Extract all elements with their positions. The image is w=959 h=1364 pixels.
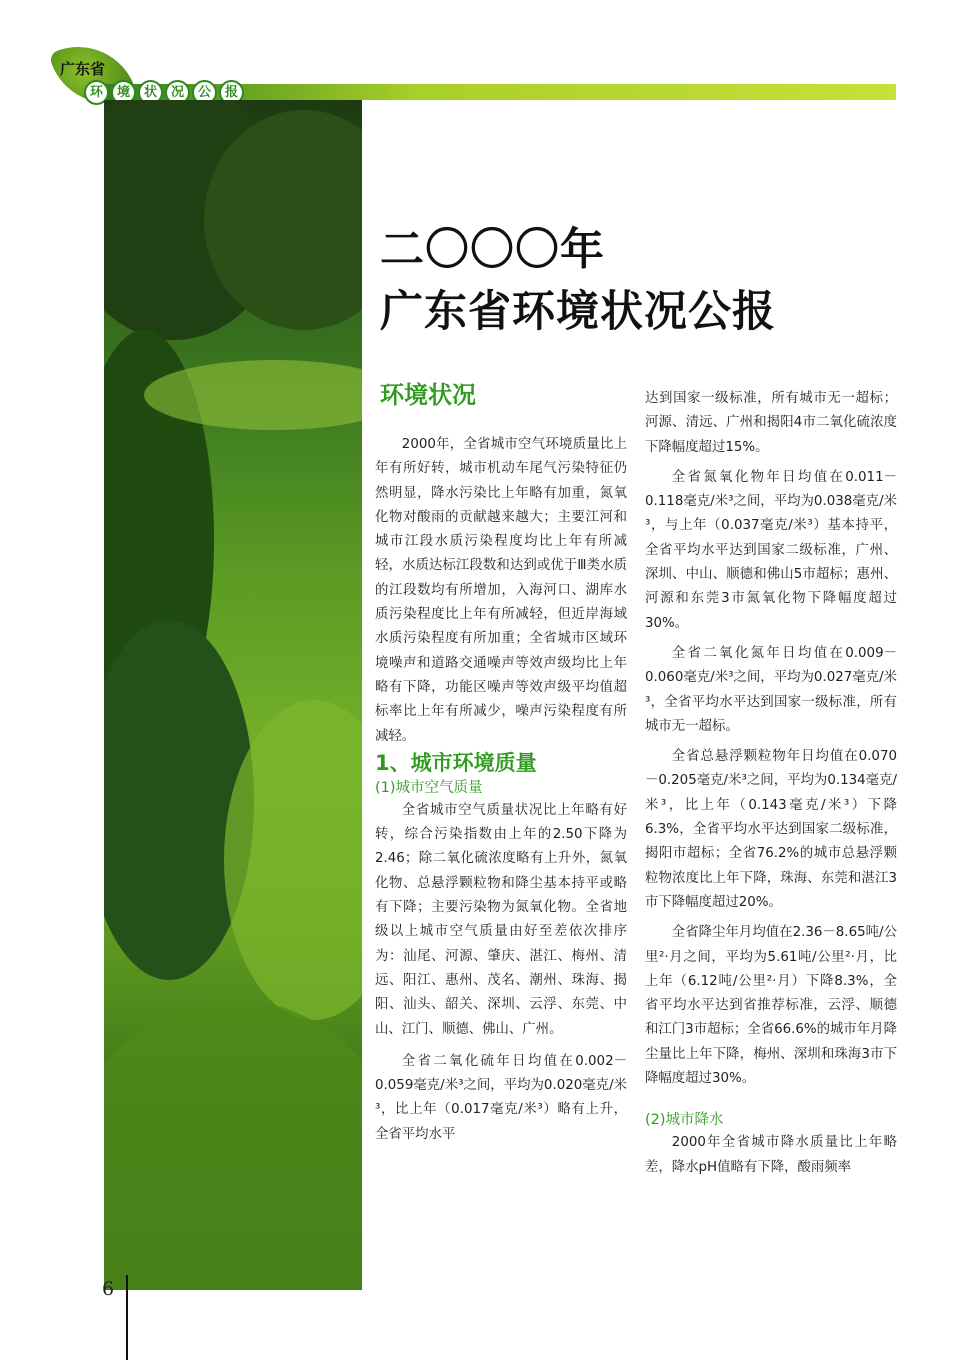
header-char: 境 [111,80,136,105]
air-quality-heading: (1)城市空气质量 [375,779,483,796]
header-char: 公 [192,80,217,105]
column-left [375,433,627,1147]
title-year: 二〇〇〇年 [380,224,605,275]
so2-paragraph: 全省二氧化硫年日均值在0.002－0.059毫克/米³之间，平均为0.020毫克/米³，比上年（0.017毫克/米³）略有上升，全省平均水平 [375,1053,627,1142]
section-heading: 环境状况 [380,381,476,409]
rain-heading: (2)城市降水 [645,1112,724,1129]
intro-paragraph: 2000年，全省城市空气环境质量比上年有所好转，城市机动车尾气污染特征仍然明显，降水污染比上年略有加重，氮氧化物对酸雨的贡献越来越大；主要江河和城市江段水质污染程度均比上年有所减轻，水质达标江段数和达到或优于Ⅲ类水质的江段数均有所增加，入海河口、湖库水质污染程度比上年有所减轻，但近岸海域水质污染程度有所加重；全省城市区域环境噪声和道路交通噪声等效声级均比上年略有下降，功能区噪声等效声级平均值超标率比上年有所减少，噪声污染程度有所减轻。 [375,437,627,744]
air-paragraph-1: 全省城市空气质量状况比上年略有好转，综合污染指数由上年的2.50下降为2.46；除二氧化硫浓度略有上升外，氮氧化物、总悬浮颗粒物和降尘基本持平或略有下降；主要污染物为氮氧化物。全省地级以上城市空气质量由好至差依次排序为：汕尾、河源、肇庆、湛江、梅州、清远、阳江、惠州、茂名、潮州、珠海、揭阳、汕头、韶关、深圳、云浮、东莞、中山、江门、顺德、佛山、广州。 [375,802,627,1037]
header-char: 报 [219,80,244,105]
rain-paragraph: 2000年全省城市降水质量比上年略差，降水pH值略有下降，酸雨频率 [645,1135,897,1175]
no2-paragraph: 全省二氧化氮年日均值在0.009－0.060毫克/米³之间，平均为0.027毫克/米³，全省平均水平达到国家一级标准，所有城市无一超标。 [645,645,897,734]
nox-paragraph: 全省氮氧化物年日均值在0.011－0.118毫克/米³之间，平均为0.038毫克/米³，与上年（0.037毫克/米³）基本持平，全省平均水平达到国家二级标准，广州、深圳、中山、顺德和佛山5市超标；惠州、河源和东莞3市氮氧化物下降幅度超过30%。 [645,469,897,631]
dust-paragraph: 全省降尘年月均值在2.36－8.65吨/公里²·月之间，平均为5.61吨/公里²·月，比上年（6.12吨/公里²·月）下降8.3%，全省平均水平达到省推荐标准，云浮、顺德和江门3市超标；全省66.6%的城市年月降尘量比上年下降，梅州、深圳和珠海3市下降幅度超过30%。 [645,925,897,1087]
page-number: 6 [102,1278,115,1300]
header-char: 环 [84,80,109,105]
title-main: 广东省环境状况公报 [380,287,776,337]
tsp-paragraph: 全省总悬浮颗粒物年日均值在0.070－0.205毫克/米³之间，平均为0.134毫克/米³，比上年（0.143毫克/米³）下降6.3%，全省平均水平达到国家二级标准，揭阳市超标；全省76.2%的城市总悬浮颗粒物浓度比上年下降，珠海、东莞和湛江3市下降幅度超过20%。 [645,749,897,910]
city-quality-heading: 1、城市环境质量 [375,750,537,775]
header-province: 广东省 [60,60,106,78]
so2-paragraph-cont: 达到国家一级标准，所有城市无一超标；河源、清远、广州和揭阳4市二氧化硫浓度下降幅度超过15%。 [645,391,897,455]
margin-rule [126,1275,128,1360]
column-right [645,387,897,1180]
header-char: 状 [138,80,163,105]
landscape-photo [104,100,362,1290]
header-char: 况 [165,80,190,105]
